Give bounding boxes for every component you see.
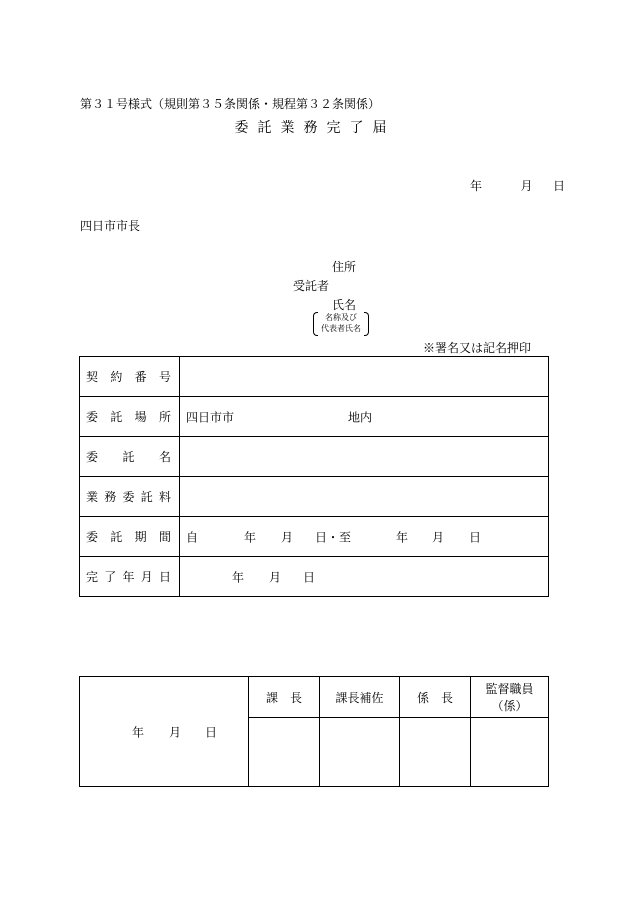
- trustee-label: 受託者: [293, 279, 330, 293]
- assistant-chief-header: 課長補佐: [320, 677, 400, 718]
- period-year: 年: [244, 530, 257, 544]
- submission-date: [470, 177, 565, 194]
- contract-number-field[interactable]: [180, 357, 549, 397]
- completion-label: 完 了 年 月 日: [86, 570, 171, 584]
- stamp-note: ※署名又は記名押印: [423, 341, 532, 355]
- name-note-line2: 代表者氏名: [321, 324, 361, 333]
- period-month: 月: [281, 530, 294, 544]
- location-label-cell: [80, 397, 180, 437]
- completion-day: 日: [303, 570, 316, 584]
- contract-name-field[interactable]: [180, 437, 549, 477]
- supervisor-stamp[interactable]: [471, 718, 549, 787]
- location-suffix: 地内: [348, 410, 373, 424]
- address-label: 住所: [332, 260, 357, 274]
- completion-date-field[interactable]: [180, 557, 549, 597]
- supervisor-header: [471, 677, 549, 718]
- approval-header-row: [80, 677, 549, 718]
- approval-date-cell[interactable]: [80, 677, 249, 787]
- location-field[interactable]: [180, 397, 549, 437]
- location-label: 委 託 場 所: [86, 410, 171, 424]
- date-day: 日: [552, 179, 565, 193]
- period-field[interactable]: [180, 517, 549, 557]
- approval-year: 年: [132, 725, 145, 739]
- table-row: [80, 517, 549, 557]
- period-from: 自: [186, 530, 199, 544]
- period-month2: 月: [432, 530, 445, 544]
- table-row: [80, 557, 549, 597]
- name-note-bracket: [313, 312, 369, 336]
- table-row: [80, 437, 549, 477]
- document-title: 委託業務完了届: [234, 120, 396, 136]
- fee-field[interactable]: [180, 477, 549, 517]
- approval-day: 日: [205, 725, 218, 739]
- table-row: [80, 397, 549, 437]
- completion-label-cell: [80, 557, 180, 597]
- period-year2: 年: [396, 530, 409, 544]
- completion-month: 月: [269, 570, 282, 584]
- location-city: 四日市市: [186, 410, 235, 424]
- completion-year: 年: [232, 570, 245, 584]
- fee-label-cell: [80, 477, 180, 517]
- date-year: 年: [470, 179, 483, 193]
- approval-month: 月: [169, 725, 182, 739]
- section-chief-header: 課 長: [249, 677, 320, 718]
- period-label-cell: [80, 517, 180, 557]
- date-month: 月: [520, 179, 533, 193]
- period-label: 委 託 期 間: [86, 530, 171, 544]
- fee-label: 業 務 委 託 料: [86, 490, 171, 504]
- period-day2: 日: [469, 530, 482, 544]
- section-chief-stamp[interactable]: [249, 718, 320, 787]
- contract-name-label: 委 託 名: [86, 450, 171, 464]
- name-note-line1: 名称及び: [325, 313, 357, 322]
- subsection-chief-header: 係 長: [400, 677, 471, 718]
- assistant-chief-stamp[interactable]: [320, 718, 400, 787]
- period-day-to: 日・至: [315, 530, 352, 544]
- supervisor-line2: （係）: [491, 699, 528, 713]
- approval-table: [79, 676, 549, 787]
- subsection-chief-stamp[interactable]: [400, 718, 471, 787]
- table-row: [80, 477, 549, 517]
- form-number: 第３１号様式（規則第３５条関係・規程第３２条関係）: [80, 97, 381, 111]
- table-row: [80, 357, 549, 397]
- addressee: 四日市市長: [80, 219, 141, 233]
- supervisor-line1: 監督職員: [485, 682, 534, 696]
- name-label: 氏名: [332, 298, 357, 312]
- contract-name-label-cell: [80, 437, 180, 477]
- contract-number-label-cell: [80, 357, 180, 397]
- contract-number-label: 契 約 番 号: [86, 370, 171, 384]
- contract-table: [79, 356, 549, 597]
